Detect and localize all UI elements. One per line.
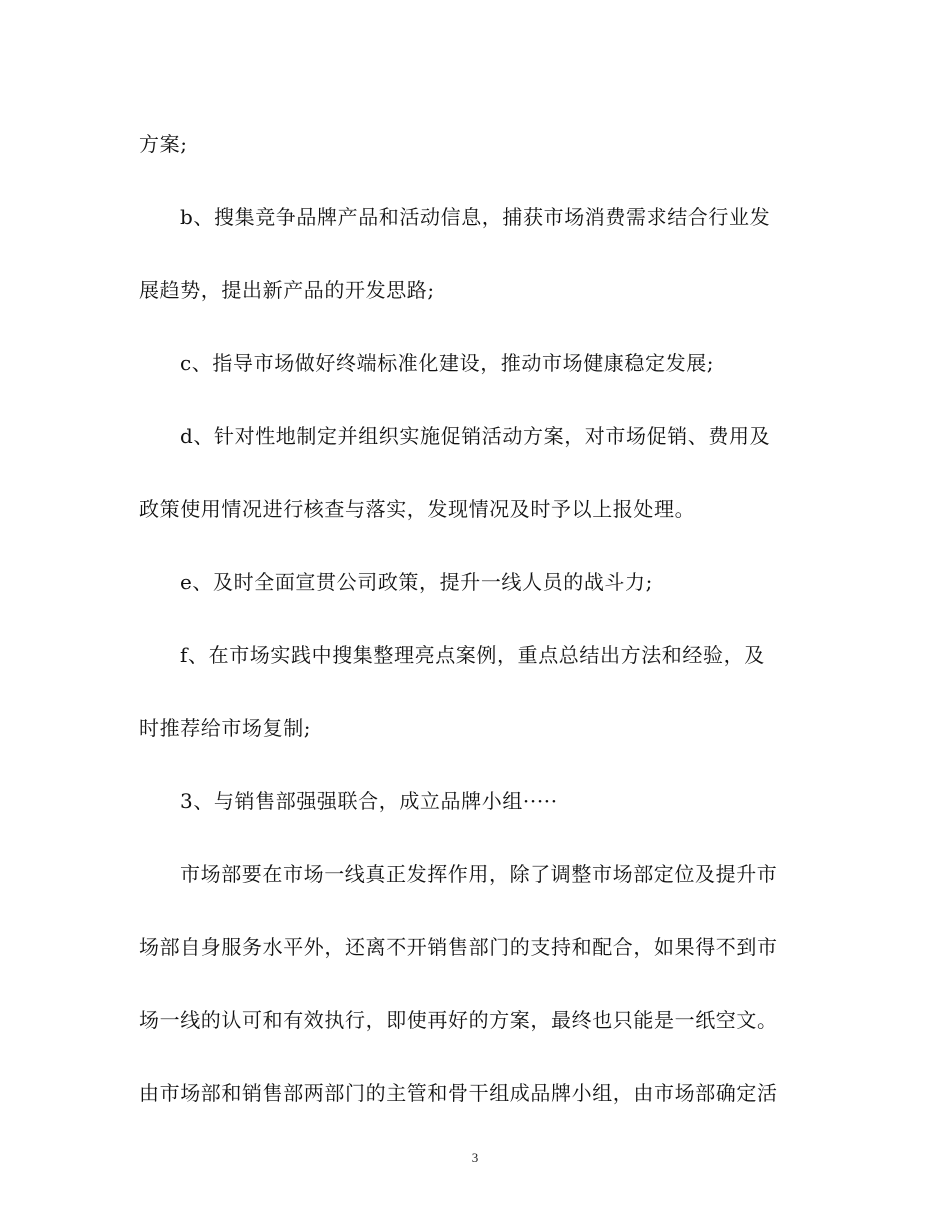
paragraph-line: 时推荐给市场复制; — [139, 716, 312, 740]
paragraph-line: f、在市场实践中搜集整理亮点案例，重点总结出方法和经验，及 — [180, 643, 765, 667]
paragraph-line: 展趋势，提出新产品的开发思路; — [139, 278, 435, 302]
paragraph-line: 场部自身服务水平外，还离不开销售部门的支持和配合，如果得不到市 — [139, 935, 778, 959]
paragraph-line: 场一线的认可和有效执行，即使再好的方案，最终也只能是一纸空文。 — [139, 1008, 778, 1032]
paragraph-line: b、搜集竞争品牌产品和活动信息，捕获市场消费需求结合行业发 — [180, 205, 771, 229]
paragraph-line: e、及时全面宣贯公司政策，提升一线人员的战斗力; — [180, 570, 653, 594]
paragraph-line: 方案; — [139, 132, 188, 156]
section-heading: 3、与销售部强强联合，成立品牌小组····· — [180, 789, 558, 813]
paragraph-line: 市场部要在市场一线真正发挥作用，除了调整市场部定位及提升市 — [180, 862, 778, 886]
paragraph-line: c、指导市场做好终端标准化建设，推动市场健康稳定发展; — [180, 351, 715, 375]
paragraph-line: d、针对性地制定并组织实施促销活动方案，对市场促销、费用及 — [180, 424, 771, 448]
paragraph-line: 由市场部和销售部两部门的主管和骨干组成品牌小组，由市场部确定活 — [139, 1081, 778, 1105]
page-number: 3 — [471, 1150, 479, 1165]
paragraph-line: 政策使用情况进行核查与落实，发现情况及时予以上报处理。 — [139, 497, 696, 521]
